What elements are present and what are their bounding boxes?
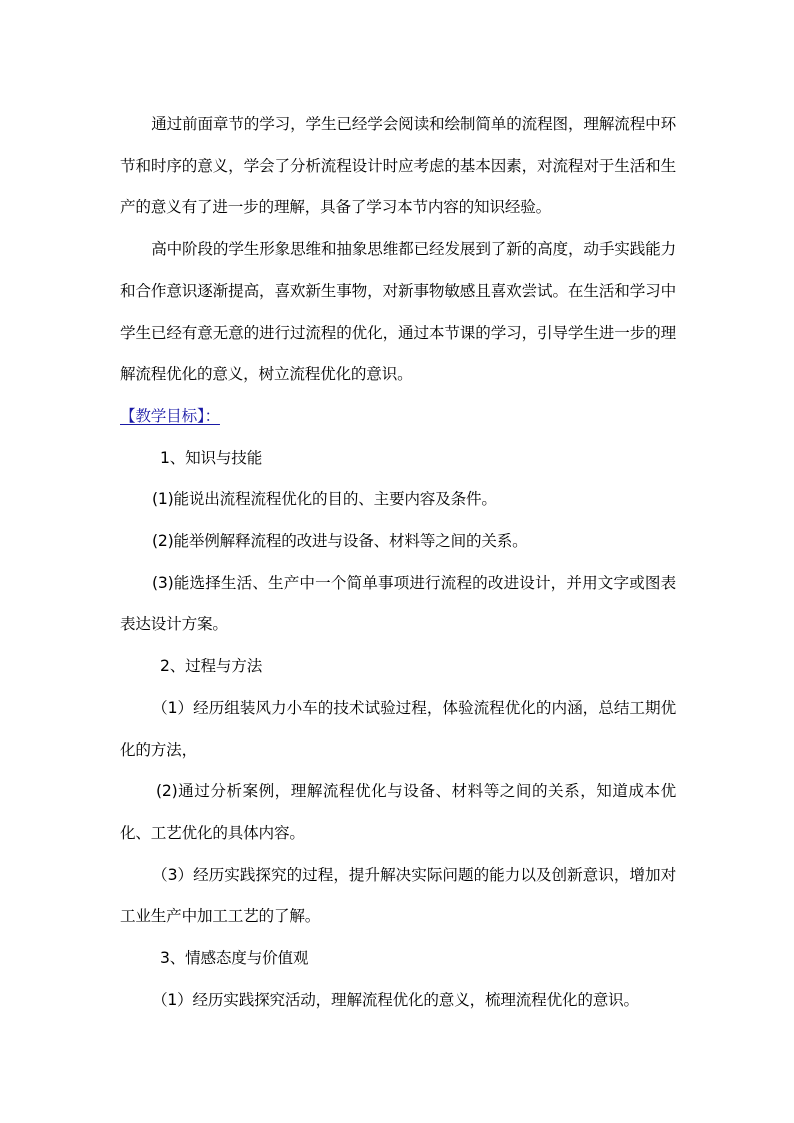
process-item-3: （3）经历实践探究的过程，提升解决实际问题的能力以及创新意识，增加对工业生产中加工工艺的了解。	[120, 865, 676, 926]
paragraph-student-analysis: 高中阶段的学生形象思维和抽象思维都已经发展到了新的高度，动手实践能力和合作意识逐渐提高，喜欢新生事物，对新事物敏感且喜欢尝试。在生活和学习中学生已经有意无意的进行过流程的优化，通过本节课的学习，引导学生进一步的理解流程优化的意义，树立流程优化的意识。	[120, 240, 676, 384]
attitude-item-1: （1）经历实践探究活动，理解流程优化的意义，梳理流程优化的意识。	[152, 990, 639, 1009]
section-attitude-values-title: 3、情感态度与价值观	[160, 949, 309, 968]
paragraph-learning-basis: 通过前面章节的学习，学生已经学会阅读和绘制简单的流程图，理解流程中环节和时序的意义，学会了分析流程设计时应考虑的基本因素，对流程对于生活和生产的意义有了进一步的理解，具备了学习本节内容的知识经验。	[120, 115, 676, 217]
document-body	[120, 104, 676, 1021]
objectives-heading[interactable]	[120, 396, 676, 438]
process-item-2: (2)通过分析案例，理解流程优化与设备、材料等之间的关系，知道成本优化、工艺优化的具体内容。	[120, 782, 676, 842]
knowledge-item-3: (3)能选择生活、生产中一个简单事项进行流程的改进设计，并用文字或图表表达设计方案。	[120, 573, 676, 634]
process-item-1: （1）经历组装风力小车的技术试验过程，体验流程优化的内涵，总结工期优化的方法，	[120, 698, 676, 759]
section-knowledge-skills-title: 1、知识与技能	[160, 448, 263, 467]
knowledge-item-1: (1)能说出流程流程优化的目的、主要内容及条件。	[152, 490, 497, 509]
objectives-heading-link[interactable]: 【教学目标】：	[120, 406, 220, 425]
knowledge-item-2: (2)能举例解释流程的改进与设备、材料等之间的关系。	[152, 532, 528, 551]
section-process-methods-title: 2、过程与方法	[160, 657, 263, 676]
